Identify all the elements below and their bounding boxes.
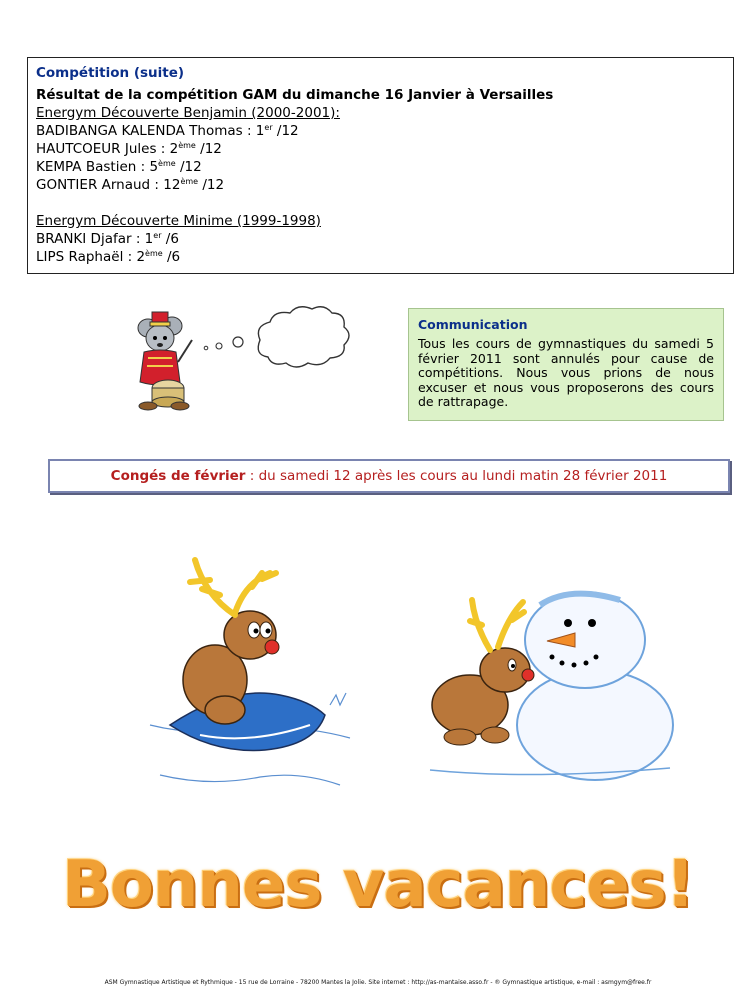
result-row: BRANKI Djafar : 1er /6 [36,231,179,247]
drummer-mouse-illustration [120,300,360,415]
communication-text: Tous les cours de gymnastiques du samedi 5 février 2011 sont annulés pour cause de compétitions. Nous vous prions de nous excuser et nous vous proposerons des cours de rattrapage. [418,336,714,409]
result-row: GONTIER Arnaud : 12ème /12 [36,177,225,193]
result-row: BADIBANGA KALENDA Thomas : 1er /12 [36,123,299,139]
result-row: KEMPA Bastien : 5ème /12 [36,159,202,175]
competition-box [27,57,734,274]
holiday-label: Congés de février [110,468,246,484]
result-row: HAUTCOEUR Jules : 2ème /12 [36,141,222,157]
holiday-banner: Bonnes vacances! [62,848,694,922]
footer-text: ASM Gymnastique Artistique et Rythmique - 15 rue de Lorraine - 78200 Mantes la Jolie. Site internet : http://as-mantaise.asso.fr - ® Gymnastique artistique, e-mail : asmgym@free.fr [104,979,652,986]
holiday-dates: : du samedi 12 après les cours au lundi matin 28 février 2011 [245,468,668,484]
communication-box [408,308,724,421]
group-minime-title: Energym Découverte Minime (1999-1998) [36,213,321,229]
group-benjamin-title: Energym Découverte Benjamin (2000-2001): [36,105,340,121]
result-row: LIPS Raphaël : 2ème /6 [36,249,181,265]
reindeer-jetski-illustration [140,575,365,805]
communication-title: Communication [418,317,528,332]
result-heading: Résultat de la compétition GAM du dimanche 16 Janvier à Versailles [36,87,554,103]
holiday-notice [48,459,730,493]
competition-title: Compétition (suite) [36,65,185,81]
reindeer-snowman-illustration [420,585,680,785]
